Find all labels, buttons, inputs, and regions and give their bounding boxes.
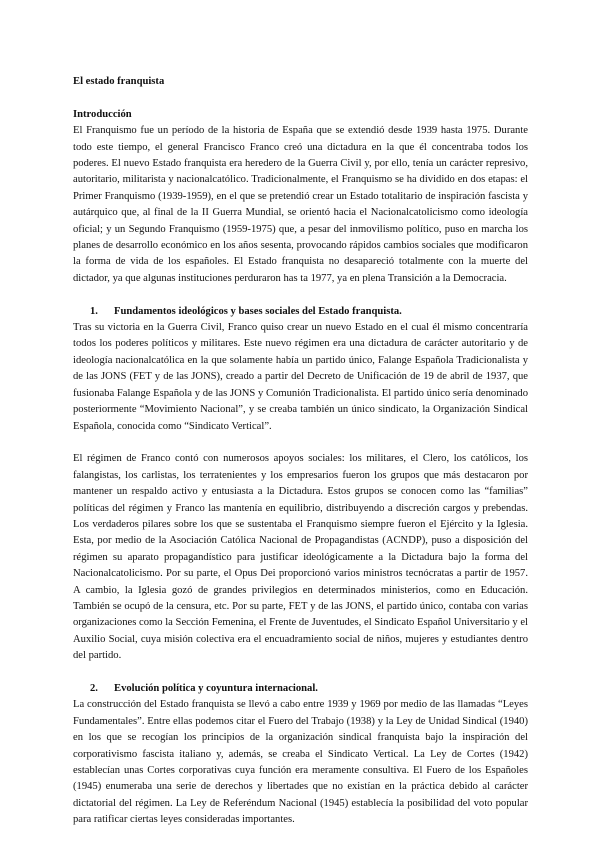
section-2: [73, 681, 528, 829]
section-1-number: 1.: [90, 305, 98, 317]
document-title: El estado franquista: [73, 76, 165, 87]
section-1-heading: [73, 304, 528, 320]
section-2-number: 2.: [90, 682, 98, 694]
intro-heading: Introducción: [73, 108, 132, 120]
section-2-paragraph-1: La construcción del Estado franquista se llevó a cabo entre 1939 y 1969 por medio de las llamadas “Leyes Fundamentales”. Entre ellas podemos citar el Fuero del Trabajo (1938) y la Ley de Unidad Sindical (1940) en los que se recogían los principios de la organización sindical franquista bajo la inspiración del corporativismo fascista italiano y, además, se creaba el Sindicato Vertical. La Ley de Cortes (1942) establecían unas Cortes corporativas cuya función era meramente consultiva. El Fuero de los Españoles (1945) enumeraba una serie de derechos y libertades que no existían en la práctica debido al carácter dictatorial del régimen. La Ley de Referéndum Nacional (1945) establecía la posibilidad del voto popular para ratificar ciertas leyes consideradas importantes.: [73, 699, 528, 826]
document-page: [73, 74, 528, 829]
section-1: [73, 304, 528, 665]
section-1-paragraph-1: Tras su victoria en la Guerra Civil, Franco quiso crear un nuevo Estado en el cual él mismo concentraría todos los poderes políticos y militares. Este nuevo régimen era una dictadura de carácter autoritario y de ideología nacionalcatólica en la que solamente había un partido único, Falange Española Tradicionalista y de las JONS (FET y de las JONS), creado a partir del Decreto de Unificación de 19 de abril de 1937, que fusionaba Falange Española y de las JONS y Comunión Tradicionalista. El partido único sería denominado posteriormente “Movimiento Nacional”, y se creaba también un único sindicato, la Organización Sindical Española, conocida como “Sindicato Vertical”.: [73, 322, 528, 432]
section-2-heading: [73, 681, 528, 697]
intro-paragraph: El Franquismo fue un período de la historia de España que se extendió desde 1939 hasta 1975. Durante todo este tiempo, el general Francisco Franco creó una dictadura en la que él concentraba todos los poderes. El nuevo Estado franquista era heredero de la Guerra Civil y, por ello, tenía un carácter represivo, autoritario, militarista y nacionalcatólico. Tradicionalmente, el Franquismo se ha dividido en dos etapas: el Primer Franquismo (1939-1959), en el que se pretendió crear un Estado totalitario de inspiración fascista y autárquico que, al final de la II Guerra Mundial, se orientó hacia el Nacionalcatolicismo como ideología oficial; y un Segundo Franquismo (1959-1975) que, a pesar del inmovilismo político, puso en marcha los planes de desarrollo económico en los años sesenta, provocando rápidos cambios sociales que modificaron la forma de vida de los españoles. El Estado franquista no desapareció totalmente con la muerte del dictador, ya que algunas instituciones perduraron has ta 1977, ya en plena Transición a la Democracia.: [73, 125, 528, 284]
section-2-title: Evolución política y coyuntura internacional.: [114, 682, 318, 694]
section-1-title: Fundamentos ideológicos y bases sociales del Estado franquista.: [114, 305, 402, 317]
section-1-paragraph-2: El régimen de Franco contó con numerosos apoyos sociales: los militares, el Clero, los católicos, los falangistas, los carlistas, los terratenientes y los empresarios fueron los grupos que más destacaron por mantener un respaldo activo y entusiasta a la Dictadura. Estos grupos se conocen como las “familias” políticas del régimen y Franco las mantenía en equilibrio, distribuyendo a discreción cargos y prebendas. Los verdaderos pilares sobre los que se sustentaba el Franquismo siempre fueron el Ejército y la Iglesia. Esta, por medio de la Asociación Católica Nacional de Propagandistas (ACNDP), puso a disposición del régimen su aparato propagandístico para justificar ideológicamente a la Dictadura bajo la forma del Nacionalcatolicismo. Por su parte, el Opus Dei proporcionó varios ministros tecnócratas a partir de 1957. A cambio, la Iglesia gozó de grandes privilegios en determinados ministerios, como en Educación. También se ocupó de la censura, etc. Por su parte, FET y de las JONS, el partido único, contaba con varias organizaciones como la Sección Femenina, el Frente de Juventudes, el Sindicato Español Universitario y el Auxilio Social, cuya misión colectiva era el encuadramiento social de niños, mujeres y estudiantes dentro del partido.: [73, 453, 528, 662]
